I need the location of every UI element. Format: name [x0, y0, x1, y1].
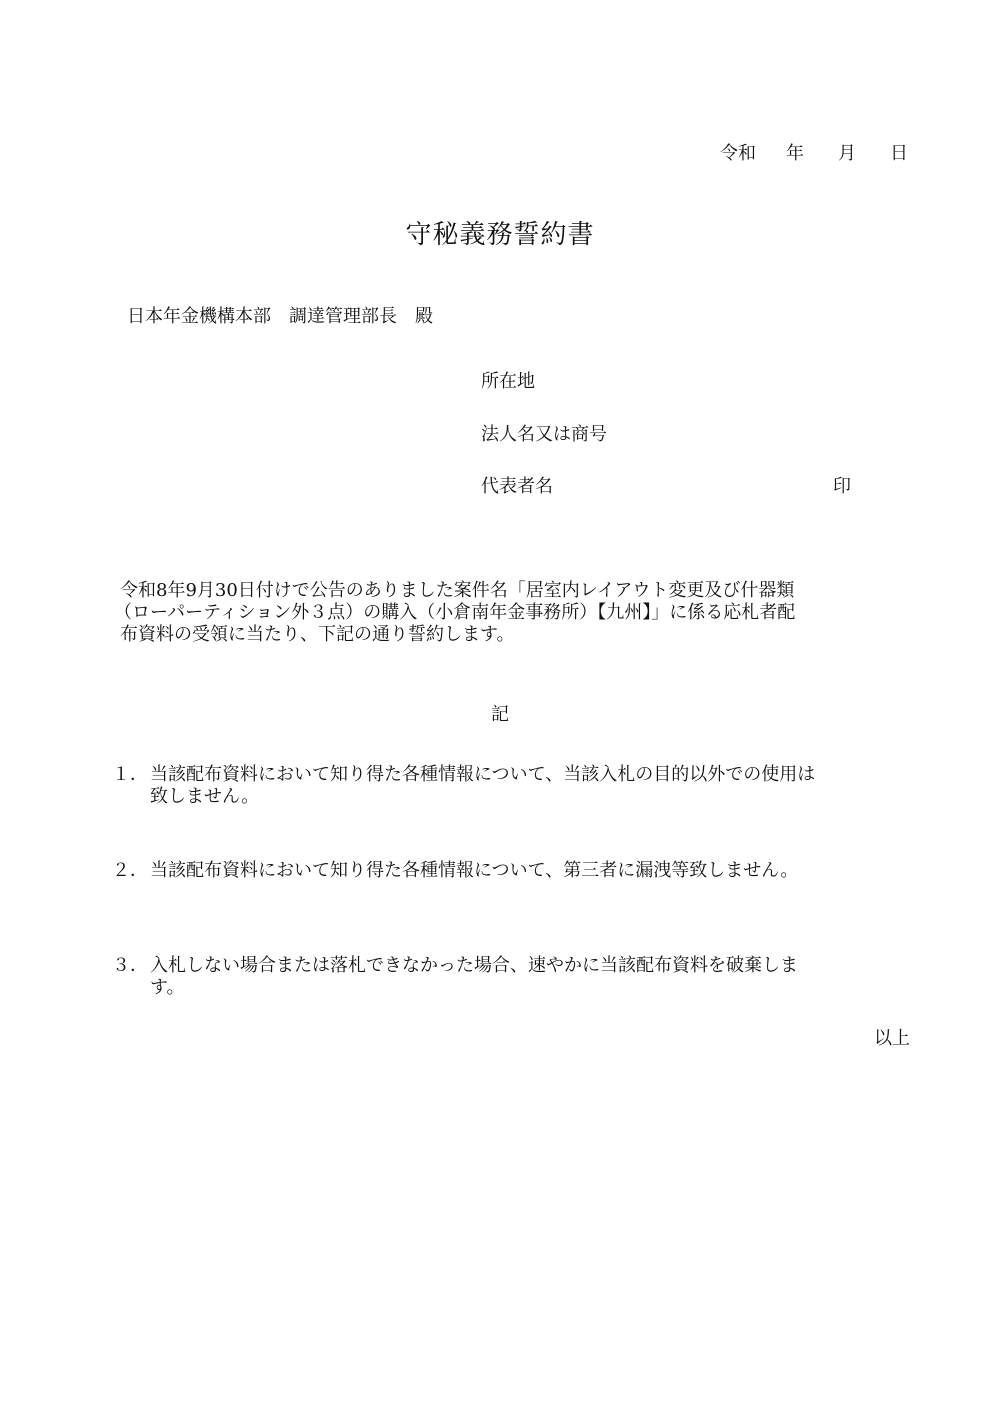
item-text	[150, 764, 815, 808]
body-paragraph	[114, 580, 920, 646]
item-text	[150, 955, 798, 999]
ki-heading: 記	[491, 704, 509, 725]
date-day: 日	[890, 143, 908, 164]
item-line: す。	[150, 977, 185, 998]
location-label: 所在地	[481, 371, 535, 392]
item-line: 致しません。	[150, 786, 260, 807]
closing-mark: 以上	[874, 1028, 910, 1049]
item-number: ２．	[112, 860, 148, 881]
date-year: 年	[786, 143, 804, 164]
item-line: 当該配布資料において知り得た各種情報について、第三者に漏洩等致しません。	[150, 860, 799, 881]
item-number: ３．	[112, 955, 148, 976]
seal-mark: 印	[833, 476, 851, 497]
item-line: 入札しない場合または落札できなかった場合、速やかに当該配布資料を破棄しま	[150, 955, 798, 976]
item-line: 当該配布資料において知り得た各種情報について、当該入札の目的以外での使用は	[150, 764, 816, 785]
body-line: 令和8年9月30日付けで公告のありました案件名「居室内レイアウト変更及び什器類	[120, 580, 795, 601]
representative-label: 代表者名	[481, 476, 553, 497]
date-month: 月	[838, 143, 856, 164]
date-line	[720, 145, 908, 163]
item-text	[150, 860, 798, 882]
date-era: 令和	[720, 143, 756, 164]
document-title: 守秘義務誓約書	[405, 220, 595, 250]
addressee: 日本年金機構本部 調達管理部長 殿	[127, 306, 433, 327]
item-number: １．	[112, 764, 148, 785]
body-line: （ローパーティション外３点）の購入（小倉南年金事務所）【九州】」に係る応札者配	[114, 602, 796, 623]
company-label: 法人名又は商号	[481, 424, 607, 445]
body-line: 布資料の受領に当たり、下記の通り誓約します。	[120, 624, 515, 645]
